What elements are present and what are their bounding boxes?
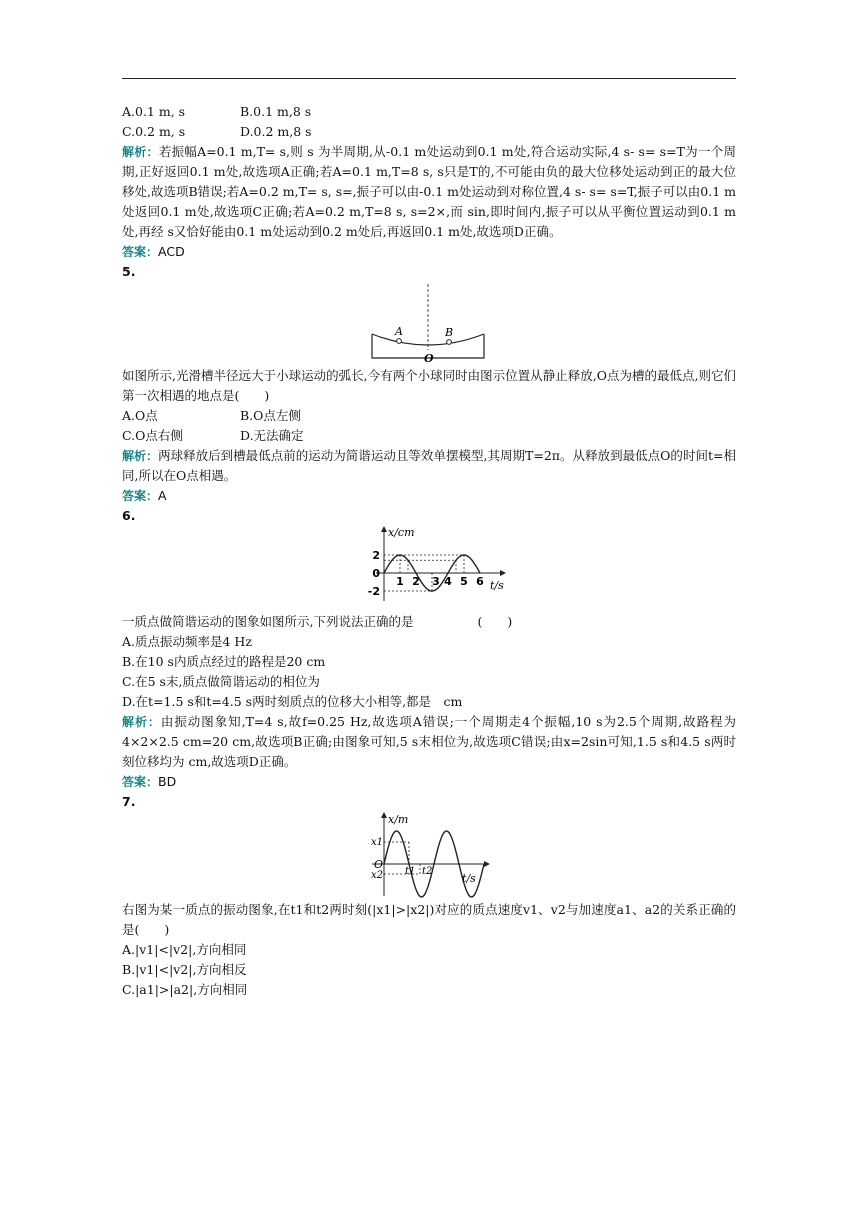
answer-text: A [158,488,167,503]
analysis [122,446,736,486]
label-b: B [445,326,454,339]
x-axis-arrow [381,812,387,818]
option-d: D.在t=1.5 s和t=4.5 s两时刻质点的位移大小相等,都是 cm [122,694,463,709]
options-row [122,102,736,122]
document-page [122,102,736,1000]
y-tick-label: -2 [367,585,380,598]
x-axis-label: t/s [462,872,476,885]
question-stem: 右图为某一质点的振动图象,在t1和t2两时刻(|x1|>|x2|)对应的质点速度v1、v2与加速度a1、a2的关系正确的是( ) [122,902,736,937]
t1-label: t1 [405,866,416,877]
x-tick-label: 6 [476,575,484,588]
vibration-figure [122,812,736,900]
question-stem-row [122,612,736,632]
header-rule [122,78,736,79]
answer-label: 答案： [122,245,159,259]
x-tick-label: 3 [432,575,440,588]
x-tick-label: 1 [396,575,404,588]
analysis-label: 解析： [122,449,159,463]
x-axis-label: t/s [490,579,504,592]
question-stem: 一质点做简谐运动的图象如图所示,下列说法正确的是 [122,614,414,629]
label-o: O [424,352,434,365]
question-stem: 如图所示,光滑槽半径远大于小球运动的弧长,今有两个小球同时由图示位置从静止释放,O点为槽的最低点,则它们第一次相遇的地点是( ) [122,368,736,403]
answer-text: ACD [158,244,185,259]
option-a: A.|v1|<|v2|,方向相同 [122,942,247,957]
data-point [439,585,440,586]
analysis [122,712,736,772]
options-row [122,406,736,426]
data-point [447,572,448,573]
question-number: 7. [122,794,136,809]
x2-label: x2 [371,870,384,881]
displacement-axis-arrow [381,526,387,532]
data-point [455,560,456,561]
option-c: C.0.2 m, s [122,124,186,139]
analysis-text: 若振幅A=0.1 m,T= s,则 s 为半周期,从-0.1 m处运动到0.1 m处,符合运动实际,4 s- s= s=T为一个周期,正好返回0.1 m处,故选项A正确;若A=0.1 m,T=8 s, s只是T的,不可能由负的最大位移处运动到正的最大位移处,故选项B错误;若A=0.2 m,T= s, s=,振子可以由-0.1 m处运动到对称位置,4 s- s= s=T,振子可以由0.1 m处返回0.1 m处,故选项C正确;若A=0.2 m,T=8 s, s=2×,而 sin,即时间内,振子可以从平衡位置运动到0.1 m处,再经 s又恰好能由0.1 m处运动到0.2 m处后,再返回0.1 m处,故选项D正确。 [122,144,736,239]
question-number: 6. [122,508,136,523]
option-d: D.无法确定 [240,428,304,443]
y-tick-label: 2 [372,549,380,562]
t-axis-arrow [484,861,490,867]
option-c: C.在5 s末,质点做简谐运动的相位为 [122,674,320,689]
options-row [122,122,736,142]
option-b: B.|v1|<|v2|,方向相反 [122,962,247,977]
data-point [399,554,400,555]
option-b: B.在10 s内质点经过的路程是20 cm [122,654,326,669]
question-6 [122,506,736,792]
data-point [431,590,432,591]
x-tick-label: 2 [412,575,420,588]
chart-plot [368,526,506,601]
y-axis-label: x/m [388,813,409,826]
question-4 [122,102,736,262]
data-point [479,572,480,573]
option-a: A.O点 [122,408,158,423]
answer-label: 答案： [122,489,159,503]
x1-label: x1 [371,837,384,848]
analysis-text: 由振动图象知,T=4 s,故f=0.25 Hz,故选项A错误;一个周期走4个振幅,10 s为2.5个周期,故路程为4×2×2.5 cm=20 cm,故选项B正确;由图象可知,5 s末相位为,故选项C错误;由x=2sin可知,1.5 s和4.5 s两时刻位移均为 cm,故选项D正确。 [122,714,736,769]
answer [122,772,736,792]
answer [122,242,736,262]
data-point [463,554,464,555]
analysis-text: 两球释放后到槽最低点前的运动为简谐运动且等效单摆模型,其周期T=2π。从释放到最低点O的时间t=相同,所以在O点相遇。 [122,448,736,483]
answer-label: 答案： [122,775,159,789]
vibration-chart [122,526,736,612]
analysis [122,142,736,242]
option-b: B.O点左侧 [240,408,301,423]
answer [122,486,736,506]
option-c: C.O点右侧 [122,428,183,443]
data-point [471,560,472,561]
time-axis-arrow [500,570,506,576]
analysis-label: 解析： [122,715,161,729]
y-axis-label: x/cm [388,526,415,539]
origin-label: O [374,858,384,871]
x-tick-label: 5 [460,575,468,588]
groove-figure [122,282,736,366]
data-point [407,560,408,561]
question-number: 5. [122,264,136,279]
analysis-label: 解析： [122,145,159,159]
data-point [423,585,424,586]
data-point [383,572,384,573]
answer-bracket: ( ) [477,614,513,629]
option-b: B.0.1 m,8 s [240,104,312,119]
x-tick-label: 4 [444,575,452,588]
answer-text: BD [158,774,177,789]
question-5 [122,262,736,506]
option-d: D.0.2 m,8 s [240,124,312,139]
label-a: A [395,325,403,338]
question-7 [122,792,736,1000]
option-a: A.质点振动频率是4 Hz [122,634,252,649]
data-point [391,560,392,561]
options-row [122,426,736,446]
option-c: C.|a1|>|a2|,方向相同 [122,982,248,997]
ball-b [447,340,452,345]
t2-label: t2 [422,866,433,877]
ball-a [397,339,402,344]
data-point [415,572,416,573]
y-tick-label: 0 [372,567,380,580]
option-a: A.0.1 m, s [122,104,186,119]
